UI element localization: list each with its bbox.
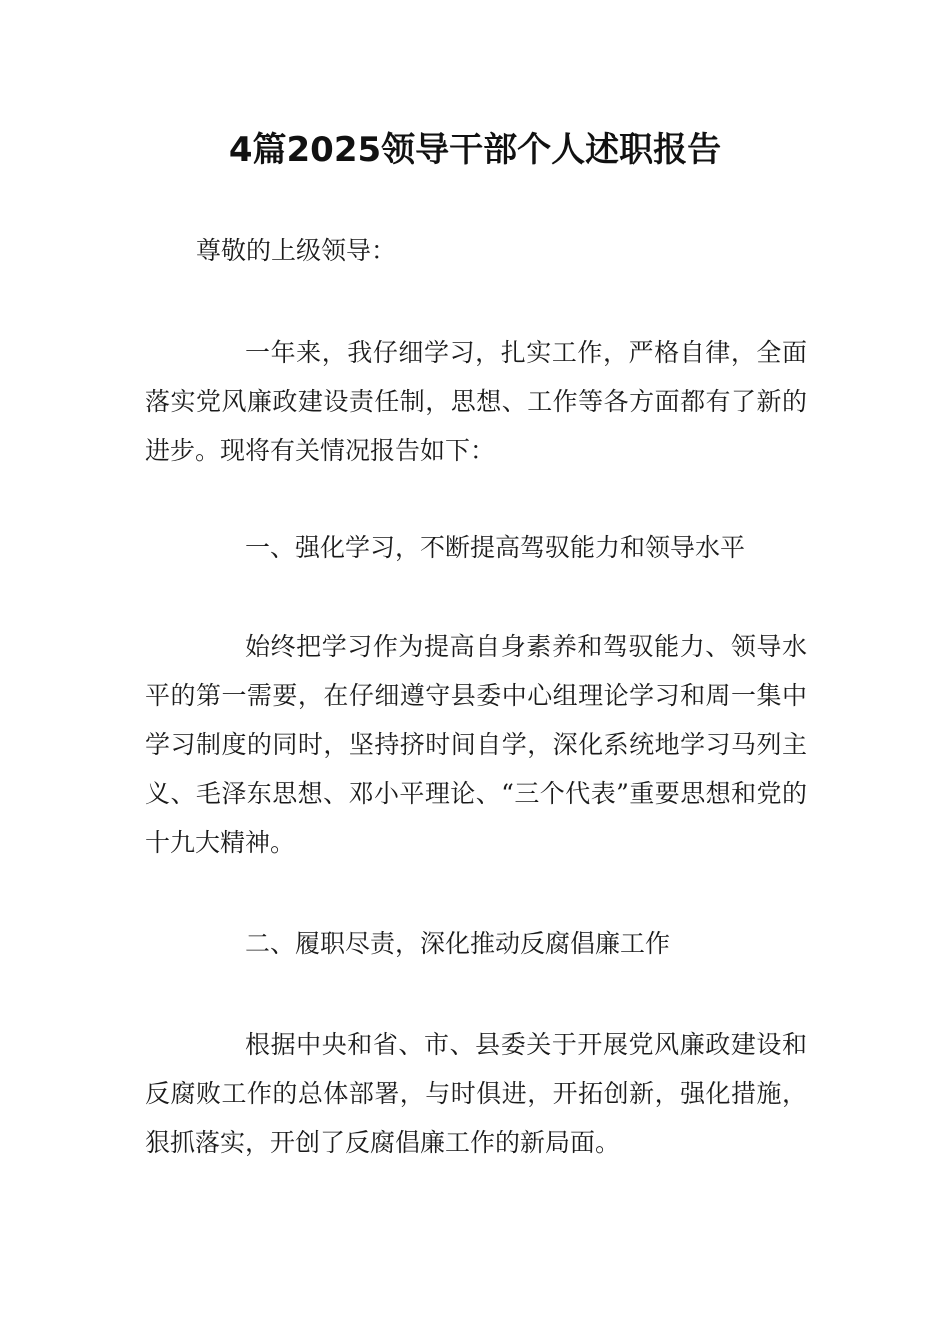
document-title: 4篇2025领导干部个人述职报告: [228, 130, 722, 170]
paragraph-section-1: 始终把学习作为提高自身素养和驾驭能力、领导水平的第一需要，在仔细遵守县委中心组理论学习和周一集中学习制度的同时，坚持挤时间自学，深化系统地学习马列主义、毛泽东思想、邓小平理论、“三个代表”重要思想和党的十九大精神。: [145, 632, 807, 857]
salutation: 尊敬的上级领导：: [196, 236, 397, 265]
section-heading-1: 一、强化学习，不断提高驾驭能力和领导水平: [245, 533, 746, 562]
paragraph-intro: 一年来，我仔细学习，扎实工作，严格自律，全面落实党风廉政建设责任制，思想、工作等各方面都有了新的进步。现将有关情况报告如下：: [145, 338, 807, 465]
paragraph-section-2: 根据中央和省、市、县委关于开展党风廉政建设和反腐败工作的总体部署，与时俱进，开拓创新，强化措施，狠抓落实，开创了反腐倡廉工作的新局面。: [145, 1030, 807, 1157]
section-heading-2: 二、履职尽责，深化推动反腐倡廉工作: [245, 929, 671, 958]
